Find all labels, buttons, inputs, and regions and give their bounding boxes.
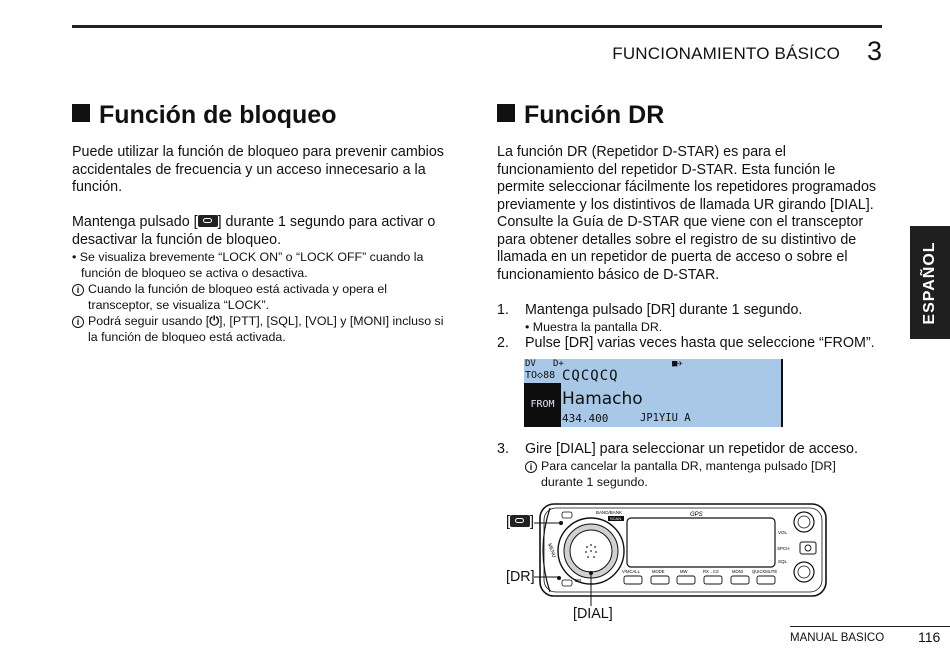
lock-intro: Puede utilizar la función de bloqueo para prevenir cambios accidentales de frecuencia y un acceso innecesario a la función. (72, 144, 444, 195)
footer-manual: MANUAL BASICO (790, 632, 885, 644)
scan-label: SCAN (610, 516, 622, 521)
menu-label: MENU (546, 542, 557, 559)
lock-heading: Función de bloqueo (72, 101, 336, 130)
lcd-dplus: D+ (553, 359, 564, 369)
dr-callout: [DR] (506, 569, 535, 585)
lcd-callsign: JP1YIU A (640, 412, 691, 424)
sql-label: SQL (778, 559, 788, 564)
step-1-sub: • Muestra la pantalla DR. (525, 320, 663, 334)
lcd-repeater-name: Hamacho (562, 389, 643, 409)
dr-heading: Función DR (497, 101, 664, 130)
chapter-number: 3 (866, 36, 882, 66)
lcd-to-value: CQCQCQ (562, 368, 619, 384)
info-icon: i (525, 461, 537, 473)
lock-key-icon (198, 215, 218, 227)
mw-label: MW (680, 569, 688, 574)
square-bullet-icon (72, 104, 90, 122)
lcd-dv: DV (525, 359, 536, 369)
square-bullet-icon (497, 104, 515, 122)
lcd-frequency: 434.400 (562, 412, 609, 425)
spch-label: SPCH (777, 546, 790, 551)
power-icon: ⏻ (209, 314, 220, 328)
lcd-display (524, 359, 783, 427)
header-rule (72, 25, 882, 28)
vm-call-label: V/MCALL (622, 569, 640, 574)
lock-key-callout: [ ] (506, 514, 534, 530)
info-icon: i (72, 284, 84, 296)
language-tab-label: ESPAÑOL (921, 240, 938, 325)
step-1: 1. Mantenga pulsado [DR] durante 1 segundo. (497, 302, 803, 318)
lock-notes: • Se visualiza brevemente “LOCK ON” o “LOCK OFF” cuando la función de bloqueo se activa o desactiva. i Cuando la función de bloqueo está activada y opera el transceptor, se visualiza “LOCK”. i Podrá seguir usando [⏻], [PTT], [SQL], [VOL] y [MONI] incluso si la función de bloqueo está activada. (72, 250, 444, 344)
vol-label: VOL (778, 530, 788, 535)
lock-instruction: Mantenga pulsado [ ] durante 1 segundo para activar o desactivar la función de bloqueo. (72, 214, 436, 248)
page-number: 116 (918, 629, 941, 645)
dr-body: La función DR (Repetidor D-STAR) es para el funcionamiento del repetidor D-STAR. Esta función le permite seleccionar fácilmente los repetidores programados previamente y los distintivos de llamada UR girando [DIAL]. Consulte la Guía de D-STAR que viene con el transceptor para obtener detalles sobre el registro de su distintivo de llamada en un repetidor de puerta de acceso o sobre el funcionamiento básico de D-STAR. (497, 144, 877, 283)
gps-signal-icon: ■✈ (672, 359, 683, 369)
bandbank-label: BAND/BANK (596, 510, 623, 515)
moni-label: MONI (732, 569, 743, 574)
step-3-note: i Para cancelar la pantalla DR, mantenga pulsado [DR] durante 1 segundo. (525, 458, 885, 490)
gps-label: GPS (690, 512, 703, 518)
lock-key-icon (510, 515, 530, 527)
info-icon: i (72, 316, 84, 328)
radio-front-panel (500, 496, 835, 626)
step-2: 2. Pulse [DR] varias veces hasta que seleccione “FROM”. (497, 335, 875, 351)
step-3: 3. Gire [DIAL] para seleccionar un repetidor de acceso. (497, 441, 858, 457)
dial-callout: [DIAL] (573, 606, 613, 622)
lcd-from: FROM (524, 383, 561, 427)
footer-rule (790, 626, 950, 627)
lcd-edge (781, 359, 783, 427)
quick-mute-label: QUICKMUTE (752, 569, 778, 574)
chapter-title: FUNCIONAMIENTO BÁSICO (612, 44, 840, 63)
lcd-to-label: TO◇88 (525, 370, 556, 381)
language-tab (910, 226, 950, 339)
mode-label: MODE (652, 569, 665, 574)
dr-key-label: DR (575, 578, 582, 583)
rx-cs-label: RX→CS (703, 569, 719, 574)
